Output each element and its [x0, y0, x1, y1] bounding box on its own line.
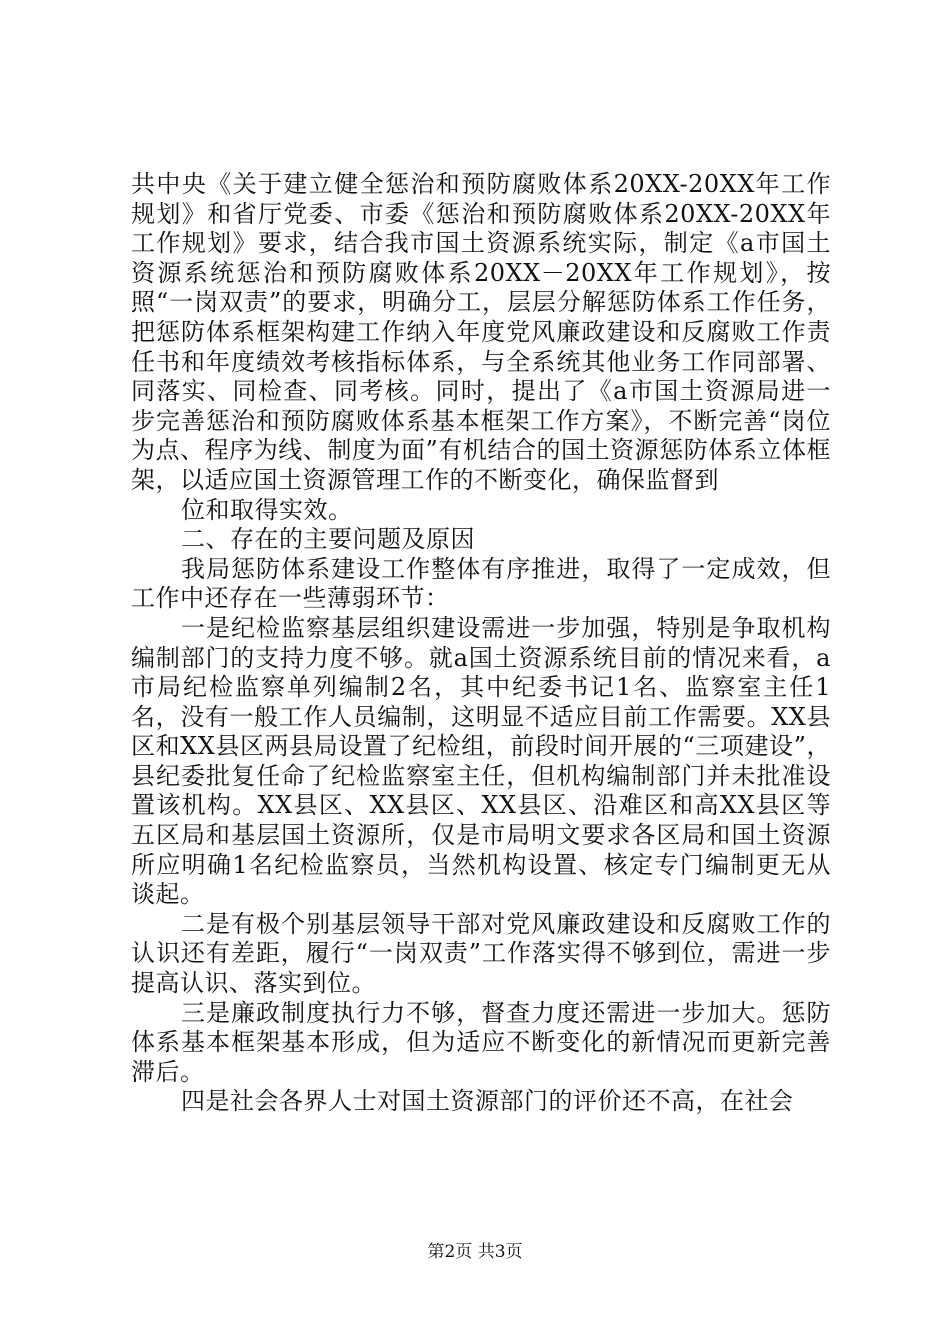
paragraph-issue-two: 二是有极个别基层领导干部对党风廉政建设和反腐败工作的认识还有差距，履行“一岗双责”工作落实得不够到位，需进一步提高认识、落实到位。: [131, 909, 831, 998]
document-body: [131, 170, 831, 1117]
paragraph-tail: 位和取得实效。: [181, 495, 353, 524]
paragraph-issue-one: 一是纪检监察基层组织建设需进一步加强，特别是争取机构编制部门的支持力度不够。就a国土资源系统目前的情况来看，a市局纪检监察单列编制2名，其中纪委书记1名、监察室主任1名，没有一般工作人员编制，这明显不适应目前工作需要。XX县区和XX县区两县局设置了纪检组，前段时间开展的“三项建设”，县纪委批复任命了纪检监察室主任，但机构编制部门并未批准设置该机构。XX县区、XX县区、XX县区、沿难区和高XX县区等五区局和基层国土资源所，仅是市局明文要求各区局和国土资源所应明确1名纪检监察员，当然机构设置、核定专门编制更无从谈起。: [131, 613, 831, 909]
paragraph-issue-three: 三是廉政制度执行力不够，督查力度还需进一步加大。惩防体系基本框架基本形成，但为适应不断变化的新情况而更新完善滞后。: [131, 998, 831, 1086]
paragraph-intro: 我局惩防体系建设工作整体有序推进，取得了一定成效，但工作中还存在一些薄弱环节：: [131, 554, 831, 613]
section-heading: 二、存在的主要问题及原因: [181, 525, 475, 554]
paragraph-continuation: 共中央《关于建立健全惩治和预防腐败体系20XX-20XX年工作规划》和省厅党委、市委《惩治和预防腐败体系20XX-20XX年工作规划》要求，结合我市国土资源系统实际，制定《a市国土资源系统惩治和预防腐败体系20XX－20XX年工作规划》，按照“一岗双责”的要求，明确分工，层层分解惩防体系工作任务，把惩防体系框架构建工作纳入年度党风廉政建设和反腐败工作责任书和年度绩效考核指标体系，与全系统其他业务工作同部署、同落实、同检查、同考核。同时，提出了《a市国土资源局进一步完善惩治和预防腐败体系基本框架工作方案》，不断完善“岗位为点、程序为线、制度为面”有机结合的国土资源惩防体系立体框架，以适应国土资源管理工作的不断变化，确保监督到: [131, 170, 831, 494]
paragraph-issue-four: 四是社会各界人士对国土资源部门的评价还不高，在社会: [181, 1087, 794, 1116]
page-number-footer: 第2页 共3页: [427, 1242, 523, 1262]
